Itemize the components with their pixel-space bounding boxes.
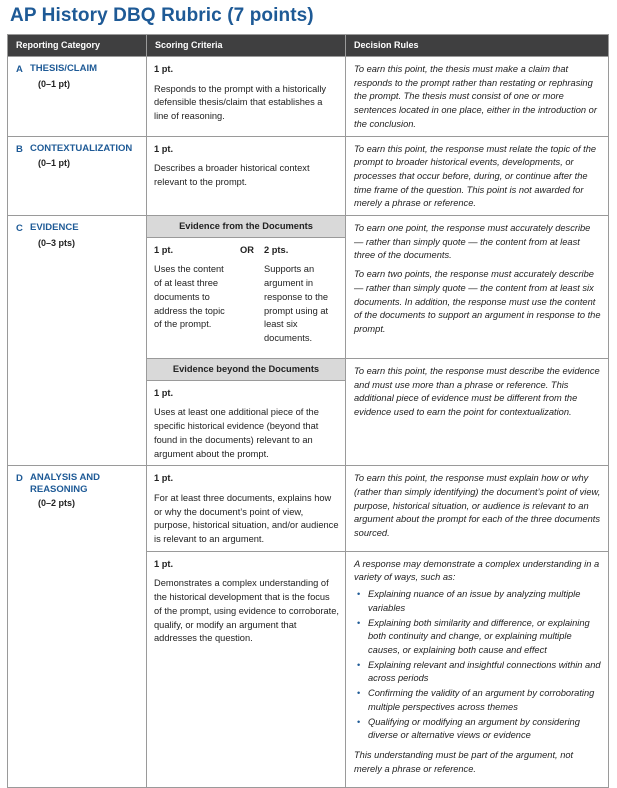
- or-label: OR: [240, 244, 254, 255]
- header-row: [8, 35, 609, 57]
- criteria-points: 1 pt.: [154, 387, 174, 398]
- criteria-text: For at least three documents, explains how or why the document’s point of view, purpose, historical situation, and/or audience is relevant to an argument.: [154, 492, 339, 545]
- rule-text: To earn one point, the response must accurately describe — rather than simply quote — the content from at least three of the documents.: [354, 223, 591, 261]
- bullet-icon: •: [357, 688, 361, 699]
- rule-cell: [346, 551, 609, 787]
- criteria-points: 1 pt.: [154, 143, 174, 154]
- list-item: • Explaining both similarity and difference, or explaining both continuity and change, or explaining multiple causes, or explaining both cause and effect: [357, 617, 590, 655]
- criteria-text: Uses at least one additional piece of the specific historical evidence (beyond that found in the documents) relevant to an argument about the prompt.: [154, 407, 319, 459]
- rule-text: To earn two points, the response must accurately describe — rather than simply quote — the content from at least six documents. In addition, the response must use the content of the documents to support an argument in response to the prompt.: [354, 269, 601, 334]
- category-letter: B: [16, 143, 23, 155]
- bullet-icon: •: [357, 617, 361, 628]
- category-name: EVIDENCE: [30, 222, 79, 234]
- category-cell: [8, 466, 147, 788]
- category-name: CONTEXTUALIZATION: [30, 142, 133, 154]
- criteria-text: Supports an argument in response to the prompt using at least six documents.: [264, 264, 329, 343]
- category-cell: [8, 216, 147, 466]
- criteria-points: 2 pts.: [264, 244, 289, 255]
- criteria-cell: [147, 136, 346, 216]
- criteria-text: Describes a broader historical context relevant to the prompt.: [154, 163, 310, 187]
- criteria-text: Demonstrates a complex understanding of the historical development that is the focus of the prompt, using evidence to corroborate, qualify, or modify an argument that addresses the question.: [154, 578, 340, 644]
- header-category: Reporting Category: [8, 35, 147, 57]
- criteria-points: 1 pt.: [154, 558, 174, 569]
- evidence-beyond-subheading: Evidence beyond the Documents: [147, 359, 345, 381]
- rule-text: To earn this point, the response must describe the evidence and must use more than a phrase or reference. This additional piece of evidence must be different from the evidence used to earn the point for contextualization.: [354, 366, 600, 418]
- category-name: ANALYSIS AND REASONING: [30, 472, 101, 496]
- rule-text: To earn this point, the response must explain how or why (rather than simply identifying) the document’s point of view, purpose, historical situation, or audience is relevant to an argument about the prompt for each of the three documents sourced.: [354, 473, 601, 539]
- criteria-points: 1 pt.: [154, 473, 174, 484]
- rule-cell: [346, 136, 609, 216]
- rule-text: To earn this point, the thesis must make a claim that responds to the prompt rather than restating or rephrasing the prompt. The thesis must consist of one or more sentences located in one place, either in the introduction or the conclusion.: [354, 64, 597, 129]
- rule-cell: [346, 359, 609, 466]
- category-points: (0–3 pts): [38, 237, 76, 248]
- header-criteria: Scoring Criteria: [147, 35, 346, 57]
- row-thesis: [8, 57, 609, 137]
- criteria-cell: [147, 551, 346, 787]
- criteria-points: 1 pt.: [154, 64, 174, 74]
- list-item: • Explaining relevant and insightful connections within and across periods: [357, 659, 601, 684]
- category-letter: C: [16, 223, 23, 235]
- rubric-table: [7, 34, 609, 788]
- bullet-icon: •: [357, 716, 361, 727]
- criteria-cell: [147, 57, 346, 137]
- criteria-cell: [147, 216, 346, 359]
- list-item: • Qualifying or modifying an argument by considering diverse or alternative views or evidence: [357, 716, 580, 741]
- list-item: • Confirming the validity of an argument by corroborating multiple perspectives across themes: [357, 688, 595, 712]
- rule-intro: A response may demonstrate a complex understanding in a variety of ways, such as:: [354, 558, 600, 583]
- criteria-cell: [147, 359, 346, 466]
- category-letter: A: [16, 64, 23, 75]
- criteria-points: 1 pt.: [154, 244, 174, 255]
- page-title: AP History DBQ Rubric (7 points): [10, 5, 314, 26]
- bullet-icon: •: [357, 659, 361, 670]
- header-rules: Decision Rules: [346, 35, 609, 57]
- row-contextualization: [8, 136, 609, 216]
- criteria-cell: [147, 466, 346, 552]
- criteria-text: Responds to the prompt with a historically defensible thesis/claim that establishes a line of reasoning.: [154, 83, 327, 122]
- row-evidence-documents: [8, 216, 609, 359]
- category-points: (0–2 pts): [38, 498, 76, 509]
- criteria-text: Uses the content of at least three documents to address the topic of the prompt.: [154, 264, 225, 330]
- category-points: (0–1 pt): [38, 78, 71, 89]
- rule-cell: [346, 466, 609, 552]
- rule-cell: [346, 57, 609, 137]
- rule-cell: [346, 216, 609, 359]
- category-points: (0–1 pt): [38, 158, 71, 169]
- category-cell: [8, 57, 147, 137]
- rule-outro: This understanding must be part of the argument, not merely a phrase or reference.: [354, 749, 574, 774]
- category-letter: D: [16, 473, 23, 485]
- list-item: • Explaining nuance of an issue by analyzing multiple variables: [357, 589, 581, 613]
- rule-bullet-list: [354, 588, 602, 743]
- category-name: THESIS/CLAIM: [30, 63, 98, 74]
- bullet-icon: •: [357, 589, 361, 600]
- row-analysis-sourcing: [8, 466, 609, 552]
- evidence-documents-subheading: Evidence from the Documents: [147, 216, 345, 238]
- category-cell: [8, 136, 147, 216]
- rule-text: To earn this point, the response must relate the topic of the prompt to broader historical events, developments, or processes that occur before, during, or continue after the time frame of the question. This point is not awarded for merely a phrase or reference.: [354, 143, 597, 209]
